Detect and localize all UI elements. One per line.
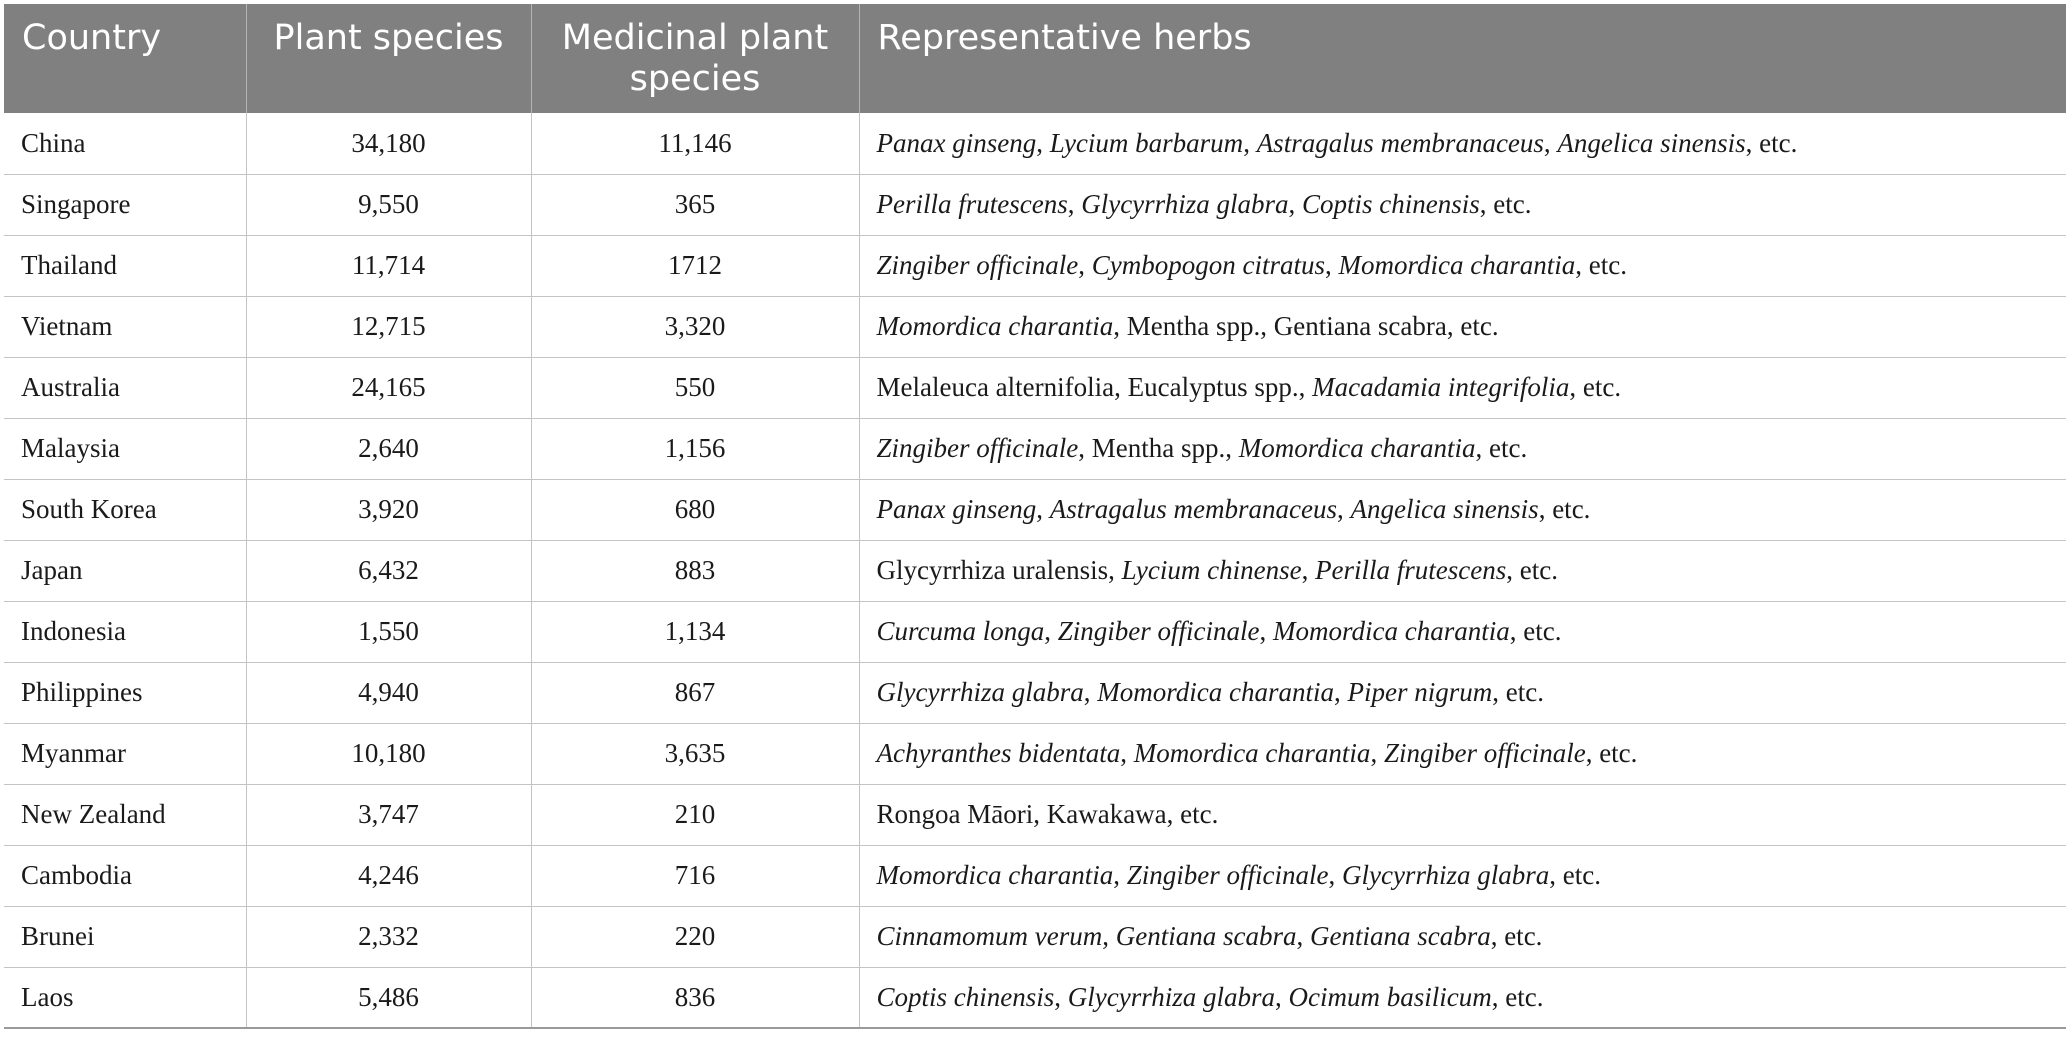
cell-plant-species: 4,246 — [246, 845, 531, 906]
herb-text: , etc. — [1575, 250, 1627, 280]
herb-name-italic: Gentiana scabra — [1115, 921, 1297, 951]
herb-text: , etc. — [1549, 860, 1601, 890]
table-row — [4, 845, 2066, 906]
cell-country: China — [4, 113, 246, 174]
table-row — [4, 967, 2066, 1028]
herb-text: , — [1336, 494, 1351, 524]
herb-name-italic: Momordica charantia — [1238, 433, 1476, 463]
herb-name-italic: Momordica charantia — [876, 860, 1114, 890]
cell-medicinal-plant-species: 716 — [531, 845, 859, 906]
herb-text: , — [1083, 677, 1098, 707]
herb-text: , — [1301, 555, 1316, 585]
herb-text: , — [1054, 981, 1068, 1012]
cell-medicinal-plant-species: 3,320 — [531, 296, 859, 357]
cell-plant-species: 6,432 — [246, 540, 531, 601]
herb-name-italic: Angelica sinensis — [1350, 494, 1539, 524]
herb-text: , etc. — [1509, 616, 1562, 646]
herb-name-italic: Curcuma longa — [876, 616, 1045, 646]
herb-text: , — [1067, 189, 1082, 219]
herb-name-italic: Zingiber officinale — [876, 433, 1079, 463]
cell-plant-species: 4,940 — [246, 662, 531, 723]
herb-text: , — [1370, 738, 1384, 768]
herb-name-italic: Panax ginseng — [876, 127, 1037, 158]
cell-representative-herbs — [859, 418, 2066, 479]
cell-medicinal-plant-species: 11,146 — [531, 113, 859, 174]
cell-country: New Zealand — [4, 784, 246, 845]
herb-name-italic: Lycium chinense — [1121, 555, 1302, 585]
species-table-container — [4, 4, 2066, 1029]
herb-text: , etc. — [1569, 372, 1622, 402]
herb-name-italic: Cinnamomum verum — [876, 921, 1103, 951]
cell-country: Cambodia — [4, 845, 246, 906]
cell-medicinal-plant-species: 1,134 — [531, 601, 859, 662]
herb-text: , — [1113, 860, 1127, 890]
cell-country: Malaysia — [4, 418, 246, 479]
herb-text: , — [1296, 921, 1310, 951]
cell-representative-herbs — [859, 845, 2066, 906]
herb-text: , — [1036, 127, 1050, 158]
cell-plant-species: 5,486 — [246, 967, 531, 1028]
cell-representative-herbs — [859, 357, 2066, 418]
cell-medicinal-plant-species: 867 — [531, 662, 859, 723]
cell-country: Thailand — [4, 235, 246, 296]
herb-text: , — [1275, 981, 1289, 1012]
herb-text: , — [1102, 921, 1116, 951]
herb-name-italic: Coptis chinensis — [876, 981, 1055, 1012]
herb-name-italic: Achyranthes bidentata — [876, 738, 1121, 768]
table-row — [4, 418, 2066, 479]
herb-text: , etc. — [1492, 677, 1544, 707]
cell-representative-herbs — [859, 906, 2066, 967]
herb-text: , etc. — [1745, 127, 1798, 158]
herb-text: , — [1078, 250, 1092, 280]
cell-representative-herbs — [859, 540, 2066, 601]
table-row — [4, 296, 2066, 357]
cell-plant-species: 3,920 — [246, 479, 531, 540]
cell-plant-species: 34,180 — [246, 113, 531, 174]
cell-plant-species: 9,550 — [246, 174, 531, 235]
herb-name-italic: Zingiber officinale — [876, 250, 1079, 280]
cell-country: Vietnam — [4, 296, 246, 357]
herb-name-italic: Momordica charantia — [1133, 738, 1371, 768]
table-row — [4, 723, 2066, 784]
table-row — [4, 906, 2066, 967]
herb-name-italic: Momordica charantia — [1097, 677, 1334, 707]
herb-text: , — [1044, 616, 1058, 646]
cell-medicinal-plant-species: 836 — [531, 967, 859, 1028]
cell-plant-species: 3,747 — [246, 784, 531, 845]
cell-representative-herbs — [859, 967, 2066, 1028]
header-representative-herbs: Representative herbs — [859, 4, 2066, 113]
herb-name-italic: Ocimum basilicum — [1288, 981, 1492, 1012]
herb-text: , — [1259, 616, 1273, 646]
herb-text: , — [1543, 127, 1558, 158]
table-row — [4, 113, 2066, 174]
herb-text: Glycyrrhiza uralensis, — [876, 555, 1122, 585]
table-row — [4, 235, 2066, 296]
cell-plant-species: 11,714 — [246, 235, 531, 296]
table-body — [4, 113, 2066, 1028]
header-country: Country — [4, 4, 246, 113]
cell-country: Myanmar — [4, 723, 246, 784]
herb-name-italic: Zingiber officinale — [1383, 738, 1586, 768]
cell-plant-species: 2,332 — [246, 906, 531, 967]
herb-text: Melaleuca alternifolia, Eucalyptus spp., — [876, 372, 1313, 402]
herb-text: , — [1328, 860, 1342, 890]
cell-representative-herbs — [859, 784, 2066, 845]
herb-text: , etc. — [1585, 738, 1638, 768]
herb-text: , Mentha spp., Gentiana scabra, etc. — [1113, 311, 1499, 341]
cell-country: Indonesia — [4, 601, 246, 662]
cell-medicinal-plant-species: 365 — [531, 174, 859, 235]
herb-text: , — [1243, 127, 1257, 158]
cell-country: South Korea — [4, 479, 246, 540]
table-row — [4, 479, 2066, 540]
cell-country: Philippines — [4, 662, 246, 723]
header-row — [4, 4, 2066, 113]
cell-medicinal-plant-species: 210 — [531, 784, 859, 845]
herb-text: , Mentha spp., — [1078, 433, 1239, 463]
herb-text: , — [1036, 494, 1050, 524]
cell-medicinal-plant-species: 1,156 — [531, 418, 859, 479]
cell-representative-herbs — [859, 723, 2066, 784]
herb-name-italic: Astragalus membranaceus — [1049, 494, 1337, 524]
herb-text: , — [1288, 189, 1302, 219]
cell-medicinal-plant-species: 1712 — [531, 235, 859, 296]
herb-text: Rongoa Māori, Kawakawa, etc. — [876, 799, 1219, 829]
cell-representative-herbs — [859, 174, 2066, 235]
cell-country: Japan — [4, 540, 246, 601]
herb-name-italic: Panax ginseng — [876, 494, 1037, 524]
cell-country: Brunei — [4, 906, 246, 967]
herb-name-italic: Astragalus membranaceus — [1256, 127, 1544, 158]
header-plant-species: Plant species — [246, 4, 531, 113]
cell-medicinal-plant-species: 883 — [531, 540, 859, 601]
herb-text: , — [1333, 677, 1348, 707]
herb-name-italic: Zingiber officinale — [1057, 616, 1260, 646]
herb-name-italic: Coptis chinensis — [1301, 189, 1480, 219]
cell-representative-herbs — [859, 296, 2066, 357]
herb-name-italic: Momordica charantia — [876, 311, 1114, 341]
table-row — [4, 357, 2066, 418]
herb-name-italic: Glycyrrhiza glabra — [1341, 860, 1550, 890]
herb-name-italic: Zingiber officinale — [1126, 860, 1329, 890]
cell-plant-species: 24,165 — [246, 357, 531, 418]
cell-plant-species: 12,715 — [246, 296, 531, 357]
cell-medicinal-plant-species: 3,635 — [531, 723, 859, 784]
herb-text: , — [1325, 250, 1339, 280]
herb-text: , etc. — [1506, 555, 1559, 585]
herb-name-italic: Momordica charantia — [1273, 616, 1510, 646]
table-row — [4, 174, 2066, 235]
cell-representative-herbs — [859, 662, 2066, 723]
herb-text: , etc. — [1490, 921, 1543, 951]
herb-name-italic: Perilla frutescens — [876, 189, 1068, 219]
cell-representative-herbs — [859, 235, 2066, 296]
herb-text: , etc. — [1491, 981, 1544, 1012]
cell-representative-herbs — [859, 601, 2066, 662]
species-table — [4, 4, 2066, 1029]
herb-name-italic: Momordica charantia — [1338, 250, 1576, 280]
cell-medicinal-plant-species: 680 — [531, 479, 859, 540]
cell-medicinal-plant-species: 220 — [531, 906, 859, 967]
cell-country: Australia — [4, 357, 246, 418]
table-row — [4, 540, 2066, 601]
table-row — [4, 662, 2066, 723]
herb-name-italic: Cymbopogon citratus — [1091, 250, 1325, 280]
table-row — [4, 601, 2066, 662]
herb-name-italic: Glycyrrhiza glabra — [1067, 981, 1276, 1012]
cell-representative-herbs — [859, 479, 2066, 540]
cell-plant-species: 2,640 — [246, 418, 531, 479]
herb-name-italic: Angelica sinensis — [1557, 127, 1746, 158]
cell-medicinal-plant-species: 550 — [531, 357, 859, 418]
cell-country: Singapore — [4, 174, 246, 235]
cell-representative-herbs — [859, 113, 2066, 174]
herb-name-italic: Glycyrrhiza glabra — [876, 677, 1084, 707]
herb-name-italic: Macadamia integrifolia — [1312, 372, 1570, 402]
herb-text: , etc. — [1479, 189, 1532, 219]
herb-name-italic: Glycyrrhiza glabra — [1081, 189, 1289, 219]
cell-plant-species: 10,180 — [246, 723, 531, 784]
herb-text: , — [1120, 738, 1134, 768]
herb-name-italic: Perilla frutescens — [1315, 555, 1507, 585]
header-medicinal-plant-species: Medicinal plant species — [531, 4, 859, 113]
herb-name-italic: Gentiana scabra — [1309, 921, 1491, 951]
herb-text: , etc. — [1538, 494, 1591, 524]
herb-name-italic: Piper nigrum — [1347, 677, 1493, 707]
herb-text: , etc. — [1475, 433, 1528, 463]
table-header — [4, 4, 2066, 113]
cell-country: Laos — [4, 967, 246, 1028]
table-row — [4, 784, 2066, 845]
cell-plant-species: 1,550 — [246, 601, 531, 662]
herb-name-italic: Lycium barbarum — [1049, 127, 1244, 158]
